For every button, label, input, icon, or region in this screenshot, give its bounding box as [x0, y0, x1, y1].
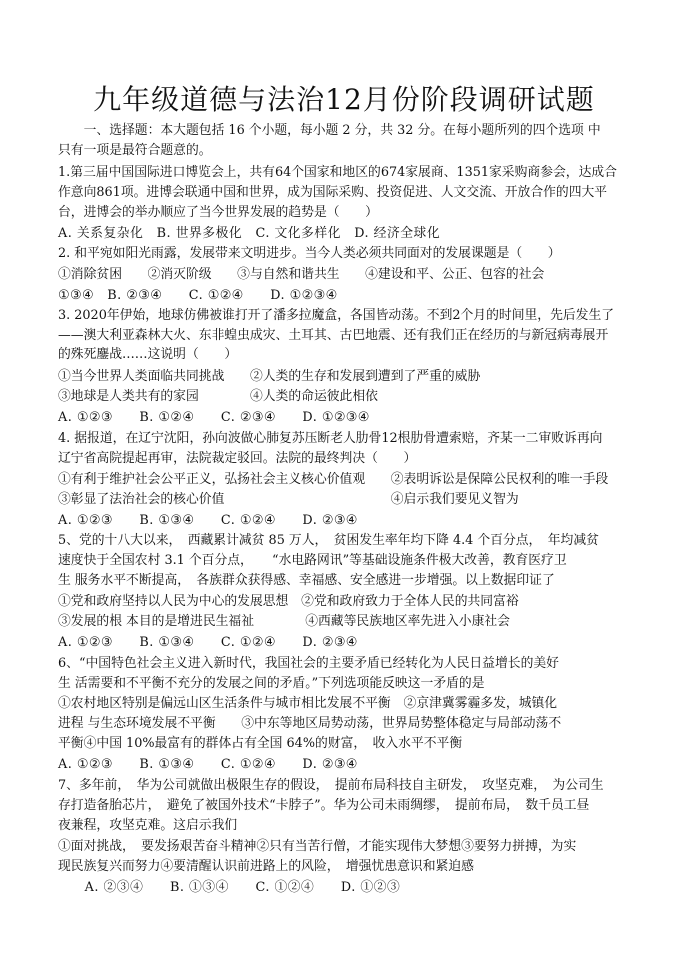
q4-items-line-2: ③彰显了法治社会的核心价值 ④启示我们要见义智为	[58, 492, 519, 507]
q6-items-line-3: 平衡④中国 10%最富有的群体占有全国 64%的财富， 收入水平不平衡	[58, 736, 463, 751]
exam-title: 九年级道德与法治12月份阶段调研试题	[93, 83, 595, 116]
q1-options: A. 关系复杂化 B. 世界多极化 C. 文化多样化 D. 经济全球化	[58, 226, 441, 241]
q5-items-line-1: ①党和政府坚持以人民为中心的发展思想 ②党和政府致力于全体人民的共同富裕	[58, 594, 519, 609]
q6-items-line-2: 进程 与生态环境发展不平衡 ③中东等地区局势动荡，世界局势整体稳定与局部动荡不	[58, 716, 562, 731]
q4-items-line-1: ①有利于维护社会公平正义，弘扬社会主义核心价值观 ②表明诉讼是保障公民权利的唯一手段	[58, 472, 609, 487]
section-intro-line-2: 只有一项是最符合题意的。	[58, 143, 212, 158]
q4-options: A. ①②③ B. ①③④ C. ①②④ D. ②③④	[58, 513, 358, 528]
q6-stem-line-2: 生 活需要和不平衡不充分的发展之间的矛盾。”下列选项能反映这一矛盾的是	[58, 676, 485, 691]
q1-stem-line-2: 作意向861项。进博会联通中国和世界，成为国际采购、投资促进、人文交流、开放合作的四大平	[58, 185, 608, 200]
q6-options: A. ①②③ B. ①③④ C. ①②④ D. ②③④	[58, 757, 358, 772]
section-intro-line-1: 一、选择题：本大题包括 16 个小题，每小题 2 分，共 32 分。在每小题所列的四个选项 中	[58, 123, 601, 138]
q2-stem: 2. 和平宛如阳光雨露，发展带来文明进步。当今人类必须共同面对的发展课题是（ ）	[58, 246, 561, 261]
q5-options: A. ①②③ B. ①③④ C. ①②④ D. ②③④	[58, 635, 358, 650]
q5-stem-line-3: 生 服务水平不断提高， 各族群众获得感、幸福感、安全感进一步增强。以上数据印证了	[58, 573, 555, 588]
q5-stem-line-2: 速度快于全国农村 3.1 个百分点， “水电路网讯”等基础设施条件极大改善，教育医疗卫	[58, 553, 567, 568]
q4-stem-line-2: 辽宁省高院提起再审，法院裁定驳回。法院的最终判决（ ）	[58, 451, 417, 466]
q7-options: A. ②③④ B. ①③④ C. ①②④ D. ①②③	[58, 880, 401, 895]
q7-stem-line-3: 夜兼程，攻坚克难。这启示我们	[58, 818, 238, 833]
q3-stem-line-1: 3. 2020年伊始，地球仿佛被谁打开了潘多拉魔盒，各国皆动荡。不到2个月的时间里，先后发生了	[58, 308, 615, 323]
q5-stem-line-1: 5、党的十八大以来， 西藏累计减贫 85 万人， 贫困发生率年均下降 4.4 个百分点， 年均减贫	[58, 533, 599, 548]
q6-stem-line-1: 6、“中国特色社会主义进入新时代，我国社会的主要矛盾已经转化为人民日益增长的美好	[58, 656, 559, 671]
q3-items-line-1: ①当今世界人类面临共同挑战 ②人类的生存和发展到遭到了严重的威胁	[58, 369, 481, 384]
q1-stem-line-3: 台，进博会的举办顺应了当今世界发展的趋势是（ ）	[58, 205, 378, 220]
q7-items-line-1: ①面对挑战， 要发扬艰苦奋斗精神②只有当苦行僧，才能实现伟大梦想③要努力拼搏，为实	[58, 839, 577, 854]
q1-stem-line-1: 1.第三届中国国际进口博览会上，共有64个国家和地区的674家展商、1351家采购商参会，达成合	[58, 165, 617, 180]
q3-stem-line-3: 的殊死鏖战……这说明（ ）	[58, 347, 238, 362]
q2-items: ①消除贫困 ②消灭阶级 ③与自然和谐共生 ④建设和平、公正、包容的社会	[58, 267, 545, 282]
q6-items-line-1: ①农村地区特别是偏远山区生活条件与城市相比发展不平衡 ②京津冀雾霾多发，城镇化	[58, 696, 558, 711]
q3-stem-line-2: ——澳大利亚森林大火、东非蝗虫成灾、土耳其、古巴地震、还有我们正在经历的与新冠病毒展开	[58, 328, 609, 343]
q7-stem-line-2: 存打造备胎芯片， 避免了被国外技术“卡脖子”。华为公司未雨绸缪， 提前布局， 数千员工昼	[58, 798, 590, 813]
q4-stem-line-1: 4. 据报道，在辽宁沈阳，孙向波做心肺复苏压断老人肋骨12根肋骨遭索赔，齐某一二审败诉再向	[58, 431, 603, 446]
q3-items-line-2: ③地球是人类共有的家园 ④人类的命运彼此相依	[58, 389, 378, 404]
q7-items-line-2: 现民族复兴而努力④要清醒认识前进路上的风险， 增强忧患意识和紧迫感	[58, 859, 474, 874]
q2-options: ①③④ B. ②③④ C. ①②④ D. ①②③④	[58, 288, 338, 303]
q3-options: A. ①②③ B. ①②④ C. ②③④ D. ①②③④	[58, 410, 370, 425]
q7-stem-line-1: 7、多年前， 华为公司就做出极限生存的假设， 提前布局科技自主研发， 攻坚克难， 为公司生	[58, 778, 604, 793]
q5-items-line-2: ③发展的根 本目的是增进民生福祉 ④西藏等民族地区率先进入小康社会	[58, 614, 510, 629]
